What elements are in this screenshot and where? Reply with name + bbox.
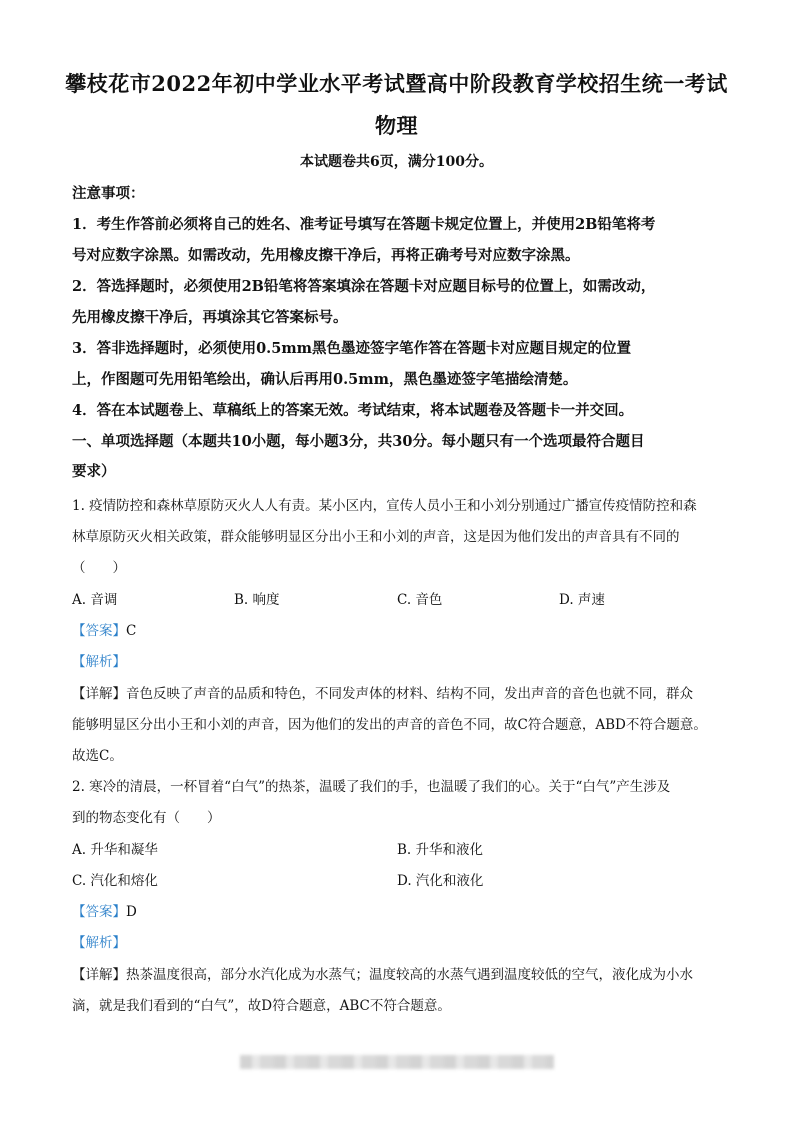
note-line: 先用橡皮擦干净后，再填涂其它答案标号。	[72, 309, 348, 326]
detail-tag: 【详解】	[72, 686, 126, 702]
q2-stem: 2. 寒冷的清晨，一杯冒着“白气”的热茶，温暖了我们的手，也温暖了我们的心。关于“白气”产生涉及	[72, 779, 671, 795]
section-heading-cont: 要求）	[72, 463, 116, 480]
q2-option-a: A. 升华和凝华	[72, 842, 158, 858]
q1-detail	[72, 682, 693, 702]
section-heading: 一、单项选择题（本题共10小题，每小题3分，共30分。每小题只有一个选项最符合题目	[72, 433, 645, 450]
answer-tag: 【答案】	[72, 904, 126, 920]
q1-stem: 林草原防灭火相关政策，群众能够明显区分出小王和小刘的声音，这是因为他们发出的声音具有不同的	[72, 529, 680, 545]
exam-subtitle: 本试题卷共6页，满分100分。	[300, 154, 493, 170]
q2-option-b: B. 升华和液化	[397, 842, 484, 858]
q2-stem: 到的物态变化有（ ）	[72, 810, 221, 826]
note-line: 1．考生作答前必须将自己的姓名、准考证号填写在答题卡规定位置上，并使用2B铅笔将考	[72, 216, 656, 233]
q2-detail	[72, 963, 693, 983]
notes-heading: 注意事项：	[72, 185, 145, 202]
q1-option-b: B. 响度	[234, 592, 280, 608]
q1-option-d: D. 声速	[559, 592, 605, 608]
q1-detail-cont: 故选C。	[72, 748, 123, 764]
note-line: 2．答选择题时，必须使用2B铅笔将答案填涂在答题卡对应题目标号的位置上，如需改动，	[72, 278, 656, 295]
q1-answer	[72, 619, 136, 639]
note-line: 4．答在本试题卷上、草稿纸上的答案无效。考试结束，将本试题卷及答题卡一并交回。	[72, 402, 634, 419]
q1-analysis	[72, 650, 126, 670]
detail-text: 音色反映了声音的品质和特色，不同发声体的材料、结构不同，发出声音的音色也就不同，群众	[126, 686, 693, 702]
detail-tag: 【详解】	[72, 967, 126, 983]
blurred-footer-watermark	[240, 1055, 554, 1069]
note-line: 上，作图题可先用铅笔绘出，确认后再用0.5mm，黑色墨迹签字笔描绘清楚。	[72, 371, 578, 388]
answer-value: C	[126, 623, 137, 639]
q2-answer	[72, 900, 137, 920]
q1-stem: 1. 疫情防控和森林草原防灭火人人有责。某小区内，宣传人员小王和小刘分别通过广播宣传疫情防控和森	[72, 498, 697, 514]
q1-option-a: A. 音调	[72, 592, 118, 608]
q2-detail-cont: 滴，就是我们看到的“白气”，故D符合题意，ABC不符合题意。	[72, 998, 451, 1014]
exam-title: 攀枝花市2022年初中学业水平考试暨高中阶段教育学校招生统一考试	[65, 71, 728, 96]
answer-tag: 【答案】	[72, 623, 126, 639]
q2-option-d: D. 汽化和液化	[397, 873, 484, 889]
subject-title: 物理	[375, 113, 418, 138]
note-line: 3．答非选择题时，必须使用0.5mm黑色墨迹签字笔作答在答题卡对应题目规定的位置	[72, 340, 631, 357]
q1-stem: （ ）	[72, 560, 126, 576]
analysis-tag: 【解析】	[72, 654, 126, 670]
answer-value: D	[126, 904, 137, 920]
detail-text: 热茶温度很高，部分水汽化成为水蒸气；温度较高的水蒸气遇到温度较低的空气，液化成为小水	[126, 967, 693, 983]
analysis-tag: 【解析】	[72, 935, 126, 951]
q1-option-c: C. 音色	[397, 592, 443, 608]
q1-detail-cont: 能够明显区分出小王和小刘的声音，因为他们的发出的声音的音色不同，故C符合题意，ABD不符合题意。	[72, 717, 707, 733]
note-line: 号对应数字涂黑。如需改动，先用橡皮擦干净后，再将正确考号对应数字涂黑。	[72, 247, 580, 264]
q2-analysis	[72, 931, 126, 951]
q2-option-c: C. 汽化和熔化	[72, 873, 158, 889]
